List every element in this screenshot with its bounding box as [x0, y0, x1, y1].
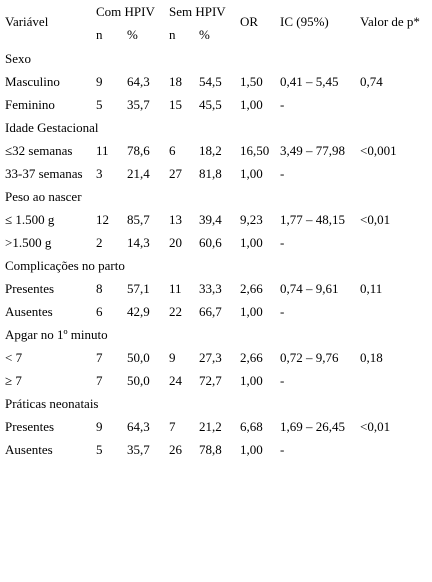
cell-or: 16,50 — [240, 143, 270, 158]
cell-p: 0,18 — [360, 350, 383, 365]
cell-p: 0,74 — [360, 74, 383, 89]
cell-ic: 0,72 – 9,76 — [280, 350, 339, 365]
cell-sem-pct: 18,2 — [199, 143, 222, 158]
cell-ic: - — [280, 442, 285, 457]
cell-sem-n: 24 — [169, 373, 182, 388]
row-label: 33-37 semanas — [5, 166, 83, 181]
cell-sem-pct: 66,7 — [199, 304, 222, 319]
cell-sem-n: 27 — [169, 166, 182, 181]
cell-com-n: 2 — [96, 235, 103, 250]
cell-p: 0,11 — [360, 281, 383, 296]
header-com-hpiv: Com HPIV — [96, 4, 155, 19]
cell-com-pct: 35,7 — [127, 97, 150, 112]
cell-com-n: 5 — [96, 97, 103, 112]
cell-com-n: 9 — [96, 419, 103, 434]
header-variavel: Variável — [5, 14, 49, 29]
cell-sem-pct: 60,6 — [199, 235, 222, 250]
group-label: Apgar no 1º minuto — [5, 327, 108, 342]
header-or: OR — [240, 14, 259, 29]
group-label: Práticas neonatais — [5, 396, 99, 411]
cell-sem-n: 9 — [169, 350, 176, 365]
cell-ic: 3,49 – 77,98 — [280, 143, 345, 158]
cell-com-n: 8 — [96, 281, 103, 296]
subheader-com-pct: % — [127, 27, 138, 42]
cell-or: 2,66 — [240, 281, 263, 296]
cell-com-pct: 64,3 — [127, 74, 150, 89]
cell-sem-pct: 33,3 — [199, 281, 222, 296]
cell-com-n: 6 — [96, 304, 103, 319]
cell-sem-n: 22 — [169, 304, 182, 319]
cell-com-pct: 64,3 — [127, 419, 150, 434]
cell-ic: - — [280, 235, 285, 250]
cell-ic: - — [280, 166, 285, 181]
subheader-com-n: n — [96, 27, 103, 42]
cell-or: 2,66 — [240, 350, 263, 365]
cell-or: 6,68 — [240, 419, 263, 434]
subheader-sem-n: n — [169, 27, 176, 42]
cell-p: <0,01 — [360, 212, 391, 227]
cell-ic: 0,41 – 5,45 — [280, 74, 339, 89]
cell-sem-n: 15 — [169, 97, 182, 112]
cell-com-n: 7 — [96, 373, 103, 388]
cell-sem-pct: 39,4 — [199, 212, 222, 227]
cell-sem-n: 7 — [169, 419, 176, 434]
row-label: Ausentes — [5, 304, 53, 319]
cell-ic: 1,77 – 48,15 — [280, 212, 345, 227]
cell-or: 1,00 — [240, 235, 263, 250]
group-label: Sexo — [5, 51, 31, 66]
cell-or: 1,00 — [240, 373, 263, 388]
row-label: Ausentes — [5, 442, 53, 457]
cell-com-pct: 42,9 — [127, 304, 150, 319]
cell-sem-pct: 72,7 — [199, 373, 222, 388]
cell-sem-pct: 21,2 — [199, 419, 222, 434]
cell-p: <0,001 — [360, 143, 397, 158]
cell-sem-n: 6 — [169, 143, 176, 158]
cell-sem-pct: 78,8 — [199, 442, 222, 457]
cell-or: 1,00 — [240, 166, 263, 181]
cell-or: 1,50 — [240, 74, 263, 89]
cell-or: 1,00 — [240, 97, 263, 112]
cell-com-n: 11 — [96, 143, 109, 158]
cell-or: 9,23 — [240, 212, 263, 227]
cell-or: 1,00 — [240, 442, 263, 457]
cell-com-n: 7 — [96, 350, 103, 365]
cell-p: <0,01 — [360, 419, 391, 434]
cell-sem-pct: 45,5 — [199, 97, 222, 112]
cell-com-pct: 50,0 — [127, 350, 150, 365]
cell-com-pct: 57,1 — [127, 281, 150, 296]
cell-sem-pct: 54,5 — [199, 74, 222, 89]
cell-sem-pct: 27,3 — [199, 350, 222, 365]
row-label: ≤32 semanas — [5, 143, 73, 158]
row-label: ≤ 1.500 g — [5, 212, 55, 227]
row-label: >1.500 g — [5, 235, 52, 250]
group-label: Peso ao nascer — [5, 189, 82, 204]
group-label: Complicações no parto — [5, 258, 125, 273]
cell-com-n: 3 — [96, 166, 103, 181]
row-label: Feminino — [5, 97, 55, 112]
row-label: Masculino — [5, 74, 60, 89]
cell-sem-n: 20 — [169, 235, 182, 250]
cell-com-pct: 78,6 — [127, 143, 150, 158]
cell-com-n: 9 — [96, 74, 103, 89]
header-p: Valor de p* — [360, 14, 420, 29]
cell-com-pct: 35,7 — [127, 442, 150, 457]
row-label: Presentes — [5, 281, 55, 296]
cell-com-pct: 50,0 — [127, 373, 150, 388]
cell-ic: 1,69 – 26,45 — [280, 419, 345, 434]
cell-ic: - — [280, 373, 285, 388]
cell-sem-n: 13 — [169, 212, 182, 227]
cell-sem-n: 11 — [169, 281, 182, 296]
header-sem-hpiv: Sem HPIV — [169, 4, 226, 19]
group-label: Idade Gestacional — [5, 120, 99, 135]
cell-ic: 0,74 – 9,61 — [280, 281, 339, 296]
cell-sem-pct: 81,8 — [199, 166, 222, 181]
cell-com-n: 5 — [96, 442, 103, 457]
cell-ic: - — [280, 97, 285, 112]
row-label: ≥ 7 — [5, 373, 22, 388]
row-label: Presentes — [5, 419, 55, 434]
cell-sem-n: 26 — [169, 442, 182, 457]
header-ic: IC (95%) — [280, 14, 329, 29]
cell-sem-n: 18 — [169, 74, 182, 89]
subheader-sem-pct: % — [199, 27, 210, 42]
cell-or: 1,00 — [240, 304, 263, 319]
cell-com-pct: 14,3 — [127, 235, 150, 250]
cell-com-n: 12 — [96, 212, 109, 227]
cell-com-pct: 85,7 — [127, 212, 150, 227]
cell-ic: - — [280, 304, 285, 319]
row-label: < 7 — [5, 350, 23, 365]
cell-com-pct: 21,4 — [127, 166, 150, 181]
